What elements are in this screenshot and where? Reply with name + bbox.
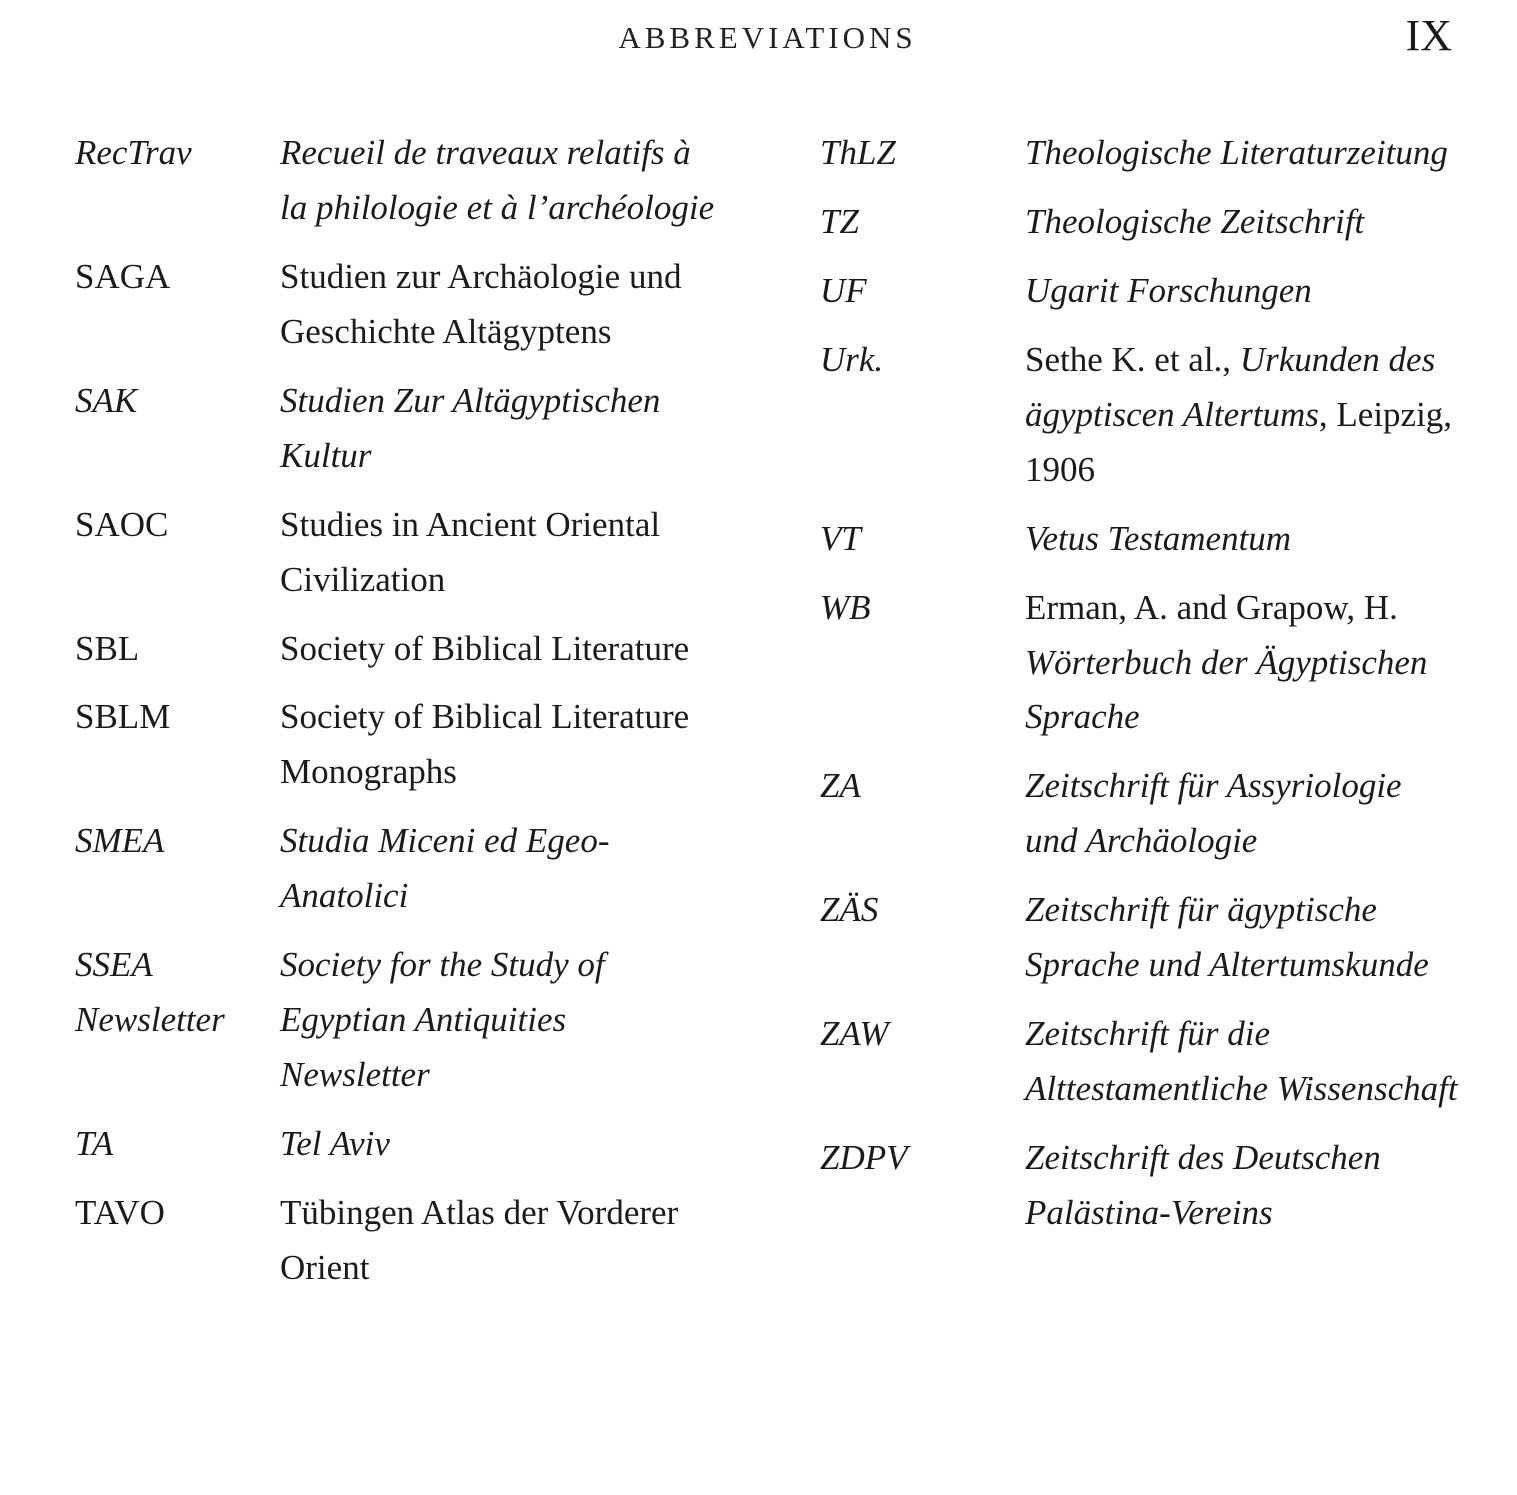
abbreviation-definition bbox=[280, 498, 715, 608]
abbreviation-term: TA bbox=[75, 1124, 114, 1163]
abbreviation-term: UF bbox=[820, 270, 867, 310]
abbreviation-entry bbox=[820, 1007, 1460, 1117]
left-column bbox=[75, 126, 715, 1310]
abbreviation-term: SBLM bbox=[75, 697, 171, 737]
abbreviation-definition bbox=[1025, 333, 1460, 498]
abbreviation-definition bbox=[280, 938, 715, 1103]
abbreviation-definition bbox=[1025, 126, 1460, 181]
abbreviation-definition bbox=[1025, 512, 1460, 567]
abbreviation-term: SSEA Newsletter bbox=[75, 945, 225, 1040]
abbreviation-definition bbox=[1025, 759, 1460, 869]
abbreviation-term: ThLZ bbox=[820, 133, 896, 172]
page-title: ABBREVIATIONS bbox=[618, 20, 917, 55]
abbreviation-entry bbox=[75, 250, 715, 360]
abbreviation-definition bbox=[280, 814, 715, 924]
abbreviation-entry bbox=[820, 126, 1460, 181]
definition-segment-roman: Erman, A. and Grapow, H. bbox=[1025, 587, 1398, 627]
definition-segment-italic: Society for the Study of Egyptian Antiquities Newsletter bbox=[280, 945, 605, 1095]
abbreviation-term: SAK bbox=[75, 380, 138, 420]
abbreviation-definition bbox=[1025, 1131, 1460, 1241]
definition-segment-italic: Tel Aviv bbox=[280, 1124, 390, 1163]
definition-segment-roman: Studies in Ancient Oriental Civilization bbox=[280, 504, 661, 599]
abbreviation-entry bbox=[820, 195, 1460, 250]
abbreviation-definition bbox=[1025, 264, 1460, 319]
abbreviation-term: SAGA bbox=[75, 256, 171, 296]
abbreviation-entry bbox=[820, 1131, 1460, 1241]
abbreviation-term: ZA bbox=[820, 766, 861, 806]
definition-segment-roman: Studien zur Archäologie und Geschichte Altägyptens bbox=[280, 256, 682, 351]
definition-segment-italic: Recueil de traveaux relatifs à la philologie et à l’archéologie bbox=[280, 133, 715, 227]
abbreviation-term: SAOC bbox=[75, 504, 169, 544]
abbreviation-definition bbox=[280, 622, 715, 677]
page-number: IX bbox=[1405, 11, 1452, 60]
abbreviation-term: SMEA bbox=[75, 821, 165, 861]
abbreviation-term: TAVO bbox=[75, 1192, 165, 1232]
definition-segment-roman: Society of Biblical Literature bbox=[280, 628, 690, 668]
definition-segment-italic: Studien Zur Altägyptischen Kultur bbox=[280, 380, 661, 475]
right-column bbox=[820, 126, 1460, 1310]
definition-segment-italic: Zeitschrift des Deutschen Palästina-Vereins bbox=[1025, 1138, 1381, 1232]
abbreviation-definition bbox=[280, 250, 715, 360]
abbreviation-term: WB bbox=[820, 587, 871, 627]
abbreviation-columns bbox=[75, 126, 1460, 1310]
abbreviation-entry bbox=[75, 814, 715, 924]
abbreviation-entry bbox=[75, 622, 715, 677]
abbreviation-entry bbox=[75, 498, 715, 608]
abbreviation-entry bbox=[820, 512, 1460, 567]
abbreviation-entry bbox=[75, 938, 715, 1103]
abbreviation-entry bbox=[75, 1186, 715, 1296]
abbreviation-term: ZAW bbox=[820, 1014, 889, 1054]
abbreviation-entry bbox=[820, 883, 1460, 993]
abbreviation-term: ZDPV bbox=[820, 1138, 908, 1177]
abbreviation-term: VT bbox=[820, 518, 861, 558]
definition-segment-italic: Studia Miceni ed Egeo-Anatolici bbox=[280, 821, 610, 916]
definition-segment-italic: Theologische Literaturzeitung bbox=[1025, 133, 1448, 172]
definition-segment-italic: Zeitschrift für die Alttestamentliche Wissenschaft bbox=[1025, 1014, 1458, 1109]
abbreviation-term: TZ bbox=[820, 201, 859, 241]
abbreviation-definition bbox=[280, 1117, 715, 1172]
abbreviation-entry bbox=[820, 333, 1460, 498]
abbreviation-term: SBL bbox=[75, 628, 140, 668]
definition-segment-roman: Society of Biblical Literature Monographs bbox=[280, 697, 690, 792]
abbreviation-entry bbox=[820, 759, 1460, 869]
definition-segment-italic: Urkunden des ägyptiscen Altertums bbox=[1025, 339, 1436, 434]
abbreviation-entry bbox=[75, 690, 715, 800]
definition-segment-italic: Ugarit Forschungen bbox=[1025, 270, 1312, 310]
abbreviation-definition bbox=[280, 1186, 715, 1296]
abbreviation-entry bbox=[75, 126, 715, 236]
abbreviation-definition bbox=[280, 690, 715, 800]
definition-segment-italic: Theologische Zeitschrift bbox=[1025, 201, 1365, 241]
abbreviation-definition bbox=[280, 126, 715, 236]
abbreviation-term: ZÄS bbox=[820, 890, 879, 930]
abbreviation-definition bbox=[1025, 883, 1460, 993]
abbreviation-definition bbox=[1025, 195, 1460, 250]
abbreviation-entry bbox=[820, 264, 1460, 319]
definition-segment-roman: Sethe K. et al., bbox=[1025, 339, 1240, 379]
abbreviation-definition bbox=[280, 374, 715, 484]
definition-segment-italic: Zeitschrift für ägyptische Sprache und Altertumskunde bbox=[1025, 890, 1429, 985]
page-header bbox=[75, 11, 1460, 76]
definition-segment-italic: Wörterbuch der Ägyptischen Sprache bbox=[1025, 642, 1428, 737]
abbreviation-entry bbox=[75, 374, 715, 484]
abbreviation-term: Urk. bbox=[820, 339, 884, 379]
definition-segment-roman: Tübingen Atlas der Vorderer Orient bbox=[280, 1192, 679, 1287]
definition-segment-italic: Zeitschrift für Assyriologie und Archäologie bbox=[1025, 766, 1402, 861]
abbreviation-entry bbox=[75, 1117, 715, 1172]
abbreviation-definition bbox=[1025, 581, 1460, 746]
definition-segment-roman: , Leipzig, 1906 bbox=[1025, 394, 1453, 489]
abbreviation-definition bbox=[1025, 1007, 1460, 1117]
definition-segment-italic: Vetus Testamentum bbox=[1025, 518, 1292, 558]
abbreviation-entry bbox=[820, 581, 1460, 746]
abbreviation-term: RecTrav bbox=[75, 133, 192, 172]
